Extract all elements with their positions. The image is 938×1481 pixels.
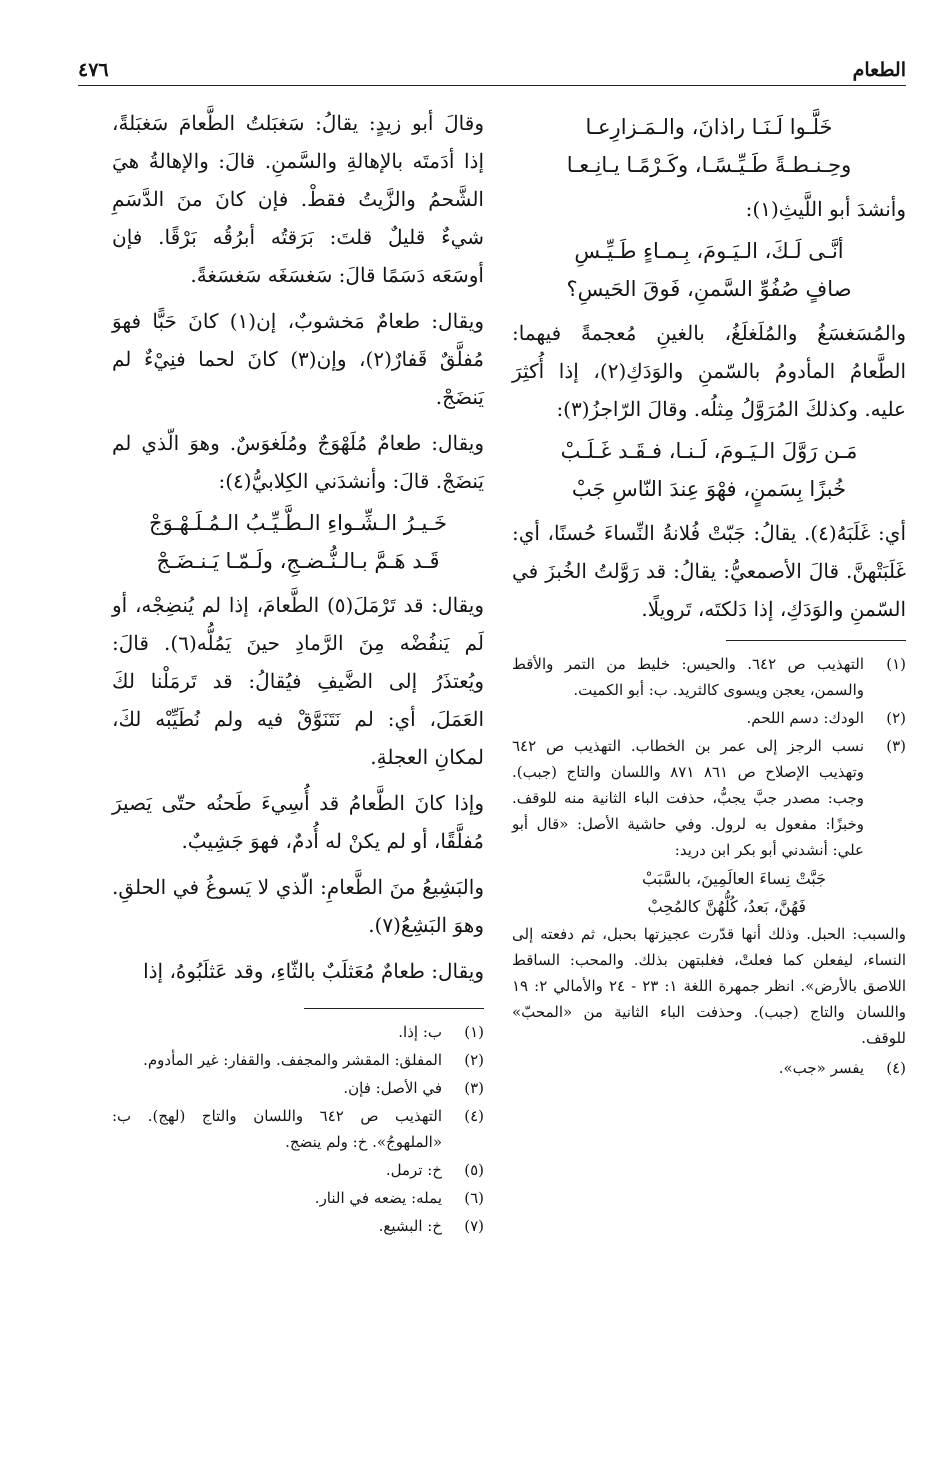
verse-line: خُبزًا بِسَمنٍ، فهْوَ عِندَ النّاسِ جَبْ	[571, 477, 847, 501]
verse-line: قَـد هَـمَّ بـالـنُّـضـجِ، ولَـمّـا يَـنـضَـجْ	[156, 549, 440, 573]
footnote-number: (٥)	[464, 1161, 484, 1179]
footnote-text: ب: إذا.	[398, 1023, 442, 1041]
footnote	[112, 1103, 484, 1155]
verse-line: وحِـنـطـةً طَـيِّـسًـا، وكَـرْمًـا يـانِـعـا	[566, 153, 852, 177]
footnote-text: في الأصل: فإن.	[343, 1079, 442, 1097]
page-number: ٤٧٦	[78, 59, 109, 81]
footnote	[512, 1055, 906, 1081]
paragraph: وإذا كانَ الطَّعامُ قد أُسِيءَ طَحنُه حتّى يَصيرَ مُفلَّقًا، أو لم يكنْ له أُدمٌ، فهوَ جَشِيبٌ.	[112, 791, 484, 853]
footnote-number: (٤)	[886, 1059, 906, 1077]
running-header	[78, 46, 906, 86]
paragraph: ويقال: طعامٌ مَخشوبٌ، إن(١) كانَ حَبًّا فهوَ مُفلَّقٌ قَفارٌ(٢)، وإن(٣) كانَ لحما فنِيْءٌ لم يَنضَجْ.	[112, 309, 485, 409]
footnote	[112, 1075, 484, 1101]
footnote	[512, 651, 906, 703]
footnote-text: يفسر «جب».	[778, 1059, 864, 1077]
footnote	[112, 1047, 484, 1073]
footnote-number: (٣)	[464, 1079, 484, 1097]
paragraph: وقالَ أبو زيدٍ: يقالُ: سَغبَلتُ الطَّعامَ سَغبَلةً، إذا أدَمتَه بالإهالةِ والسَّمنِ. قالَ: والإهالةُ هيَ الشَّحمُ والزَّيتُ فقطْ. فإن كانَ منَ الدَّسَمِ شيءٌ قليلٌ قلتَ: بَرَقتُه أبرُقُه بَرْقًا. فإن أوسَعَه دَسَمًا قالَ: سَغسَغَه سَغسَغةً.	[112, 111, 484, 287]
verse-block	[112, 504, 484, 580]
paragraph: ويقال: طعامٌ مُعَثلَبٌ بالثّاءِ، وقد عَثلَبُوهُ، إذا	[143, 959, 484, 983]
verse-block	[512, 232, 906, 308]
footnote-verse-line: جَبَّتْ نِساءَ العالَمِينَ، بالسَّبَبْ	[641, 869, 826, 888]
paragraph: والمُسَغسَغُ والمُلَغلَغُ، بالغينِ مُعجمةً فيهما: الطَّعامُ المأدومُ بالسّمنِ والوَدَكِ(٢)، إذا أُكثِرَ عليه. وكذلكَ المُرَوَّلُ مِثلُه. وقالَ الرّاجزُ(٣):	[512, 321, 907, 421]
verse-line: صافٍ صُفُوِّ السَّمنِ، فَوقَ الحَيسِ؟	[566, 277, 852, 301]
footnote	[112, 1185, 484, 1211]
footnote-number: (١)	[886, 655, 906, 673]
footnote-text: التهذيب ص ٦٤٢ واللسان والتاج (لهج). ب: «الملهوجُ». خ: ولم ينضج.	[112, 1107, 442, 1151]
paragraph: ويقال: قد تَرْمَلَ(٥) الطَّعامَ، إذا لم يُنضِجْه، أو لَم يَنفُضْه مِنَ الرَّمادِ حينَ يَمُلُّه(٦). قالَ: ويُعتذَرُ إلى الضَّيفِ فيُقالُ: قد تَرمَلْنا لكَ العَمَلَ، أي: لم نَتَنَوَّقْ فيه ولم نُطَيِّبْه لكَ، لمكانِ العجلةِ.	[112, 593, 484, 769]
verse-line: خَلَّـوا لَـنَـا راذانَ، والـمَـزارِعـا	[585, 115, 833, 139]
verse-line: أنَّـى لَـكَ، الـيَـومَ، بِـمـاءٍ طَـيِّـسِ	[574, 239, 844, 263]
footnote-text: الودك: دسم اللحم.	[746, 709, 864, 727]
verse-block	[512, 108, 906, 184]
footnote-divider	[726, 640, 906, 641]
footnote-text: يمله: يضعه في النار.	[314, 1189, 442, 1207]
paragraph: والبَشِيعُ منَ الطَّعامِ: الّذي لا يَسوغُ في الحلقِ. وهوَ البَشِعُ(٧).	[112, 875, 484, 937]
footnote-text: خ: ترمل.	[385, 1161, 442, 1179]
footnote-text: التهذيب ص ٦٤٢. والحيس: خليط من التمر والأقط والسمن، يعجن ويسوى كالثريد. ب: أبو الكميت.	[512, 655, 864, 699]
footnote-number: (٢)	[464, 1051, 484, 1069]
verse-line: خَـيـرُ الـشِّـواءِ الـطَّـيِّـبُ الـمُـلَـهْـوَجْ	[149, 511, 447, 535]
footnote	[112, 1213, 484, 1239]
paragraph: ويقال: طعامٌ مُلَهْوَجٌ ومُلَغوَسٌ. وهوَ الّذي لم يَنضَجْ. قالَ: وأنشدَني الكِلابيُّ(٤):	[112, 431, 484, 493]
footnote-divider	[304, 1008, 484, 1009]
footnote-text: نسب الرجز إلى عمر بن الخطاب. التهذيب ص ٦٤٢ وتهذيب الإصلاح ص ٨٦١ ٨٧١ واللسان والتاج (جبب). وجب: مصدر جبَّ يجبُّ، حذفت الباء الثانية منه للوقف. وخبزًا: مفعول به لرول. وفي حاشية الأصل: «قال أبو علي: أنشدني أبو بكر ابن دريد:	[512, 737, 864, 859]
verse-block	[512, 432, 906, 508]
footnote-number: (١)	[464, 1023, 484, 1041]
footnote-number: (٣)	[886, 737, 906, 755]
footnote-number: (٤)	[464, 1107, 484, 1125]
footnote-number: (٧)	[464, 1217, 484, 1235]
left-column	[112, 104, 484, 1241]
paragraph: وأنشدَ أبو اللَّيثِ(١):	[745, 197, 906, 221]
footnote	[112, 1157, 484, 1183]
footnote-text: المفلق: المقشر والمجفف. والقفار: غير المأدوم.	[143, 1051, 442, 1069]
footnote-text: خ: البشيع.	[378, 1217, 442, 1235]
right-column	[512, 104, 906, 1083]
verse-line: مَـن رَوَّلَ الـيَـومَ، لَـنـا، فـقَـد غَـلَـبْ	[560, 439, 858, 463]
paragraph: أي: غَلَبَهُ(٤). يقالُ: جَبّتْ فُلانةُ النِّساءَ حُسنًا، أي: غَلَبَتْهنَّ. قالَ الأصمعيُّ: يقالُ: قد رَوَّلتُ الخُبزَ في السّمنِ والوَدَكِ، إذا دَلكتَه، تَرويلًا.	[512, 521, 907, 621]
footnote-number: (٦)	[464, 1189, 484, 1207]
footnote	[512, 733, 906, 863]
chapter-title: الطعام	[852, 59, 906, 81]
footnote	[112, 1019, 484, 1045]
footnote-number: (٢)	[886, 709, 906, 727]
footnote	[512, 705, 906, 731]
footnote-continuation: والسبب: الحبل. وذلك أنها قدّرت عجيزتها بحبل، ثم دفعته إلى النساء، ليفعلن كما فعلتْ، فغلبتهن بذلك. والمحب: الساقط اللاصق بالأرض». انظر جمهرة اللغة ١: ٢٣ - ٢٤ والأمالي ٢: ١٩ واللسان والتاج (جبب). وحذفت الباء الثانية من «المحبّ» للوقف.	[512, 925, 906, 1047]
footnote-verse-line: فَهُنَّ، بَعدُ، كُلُّهُنَّ كالمُحِبْ	[647, 897, 806, 916]
